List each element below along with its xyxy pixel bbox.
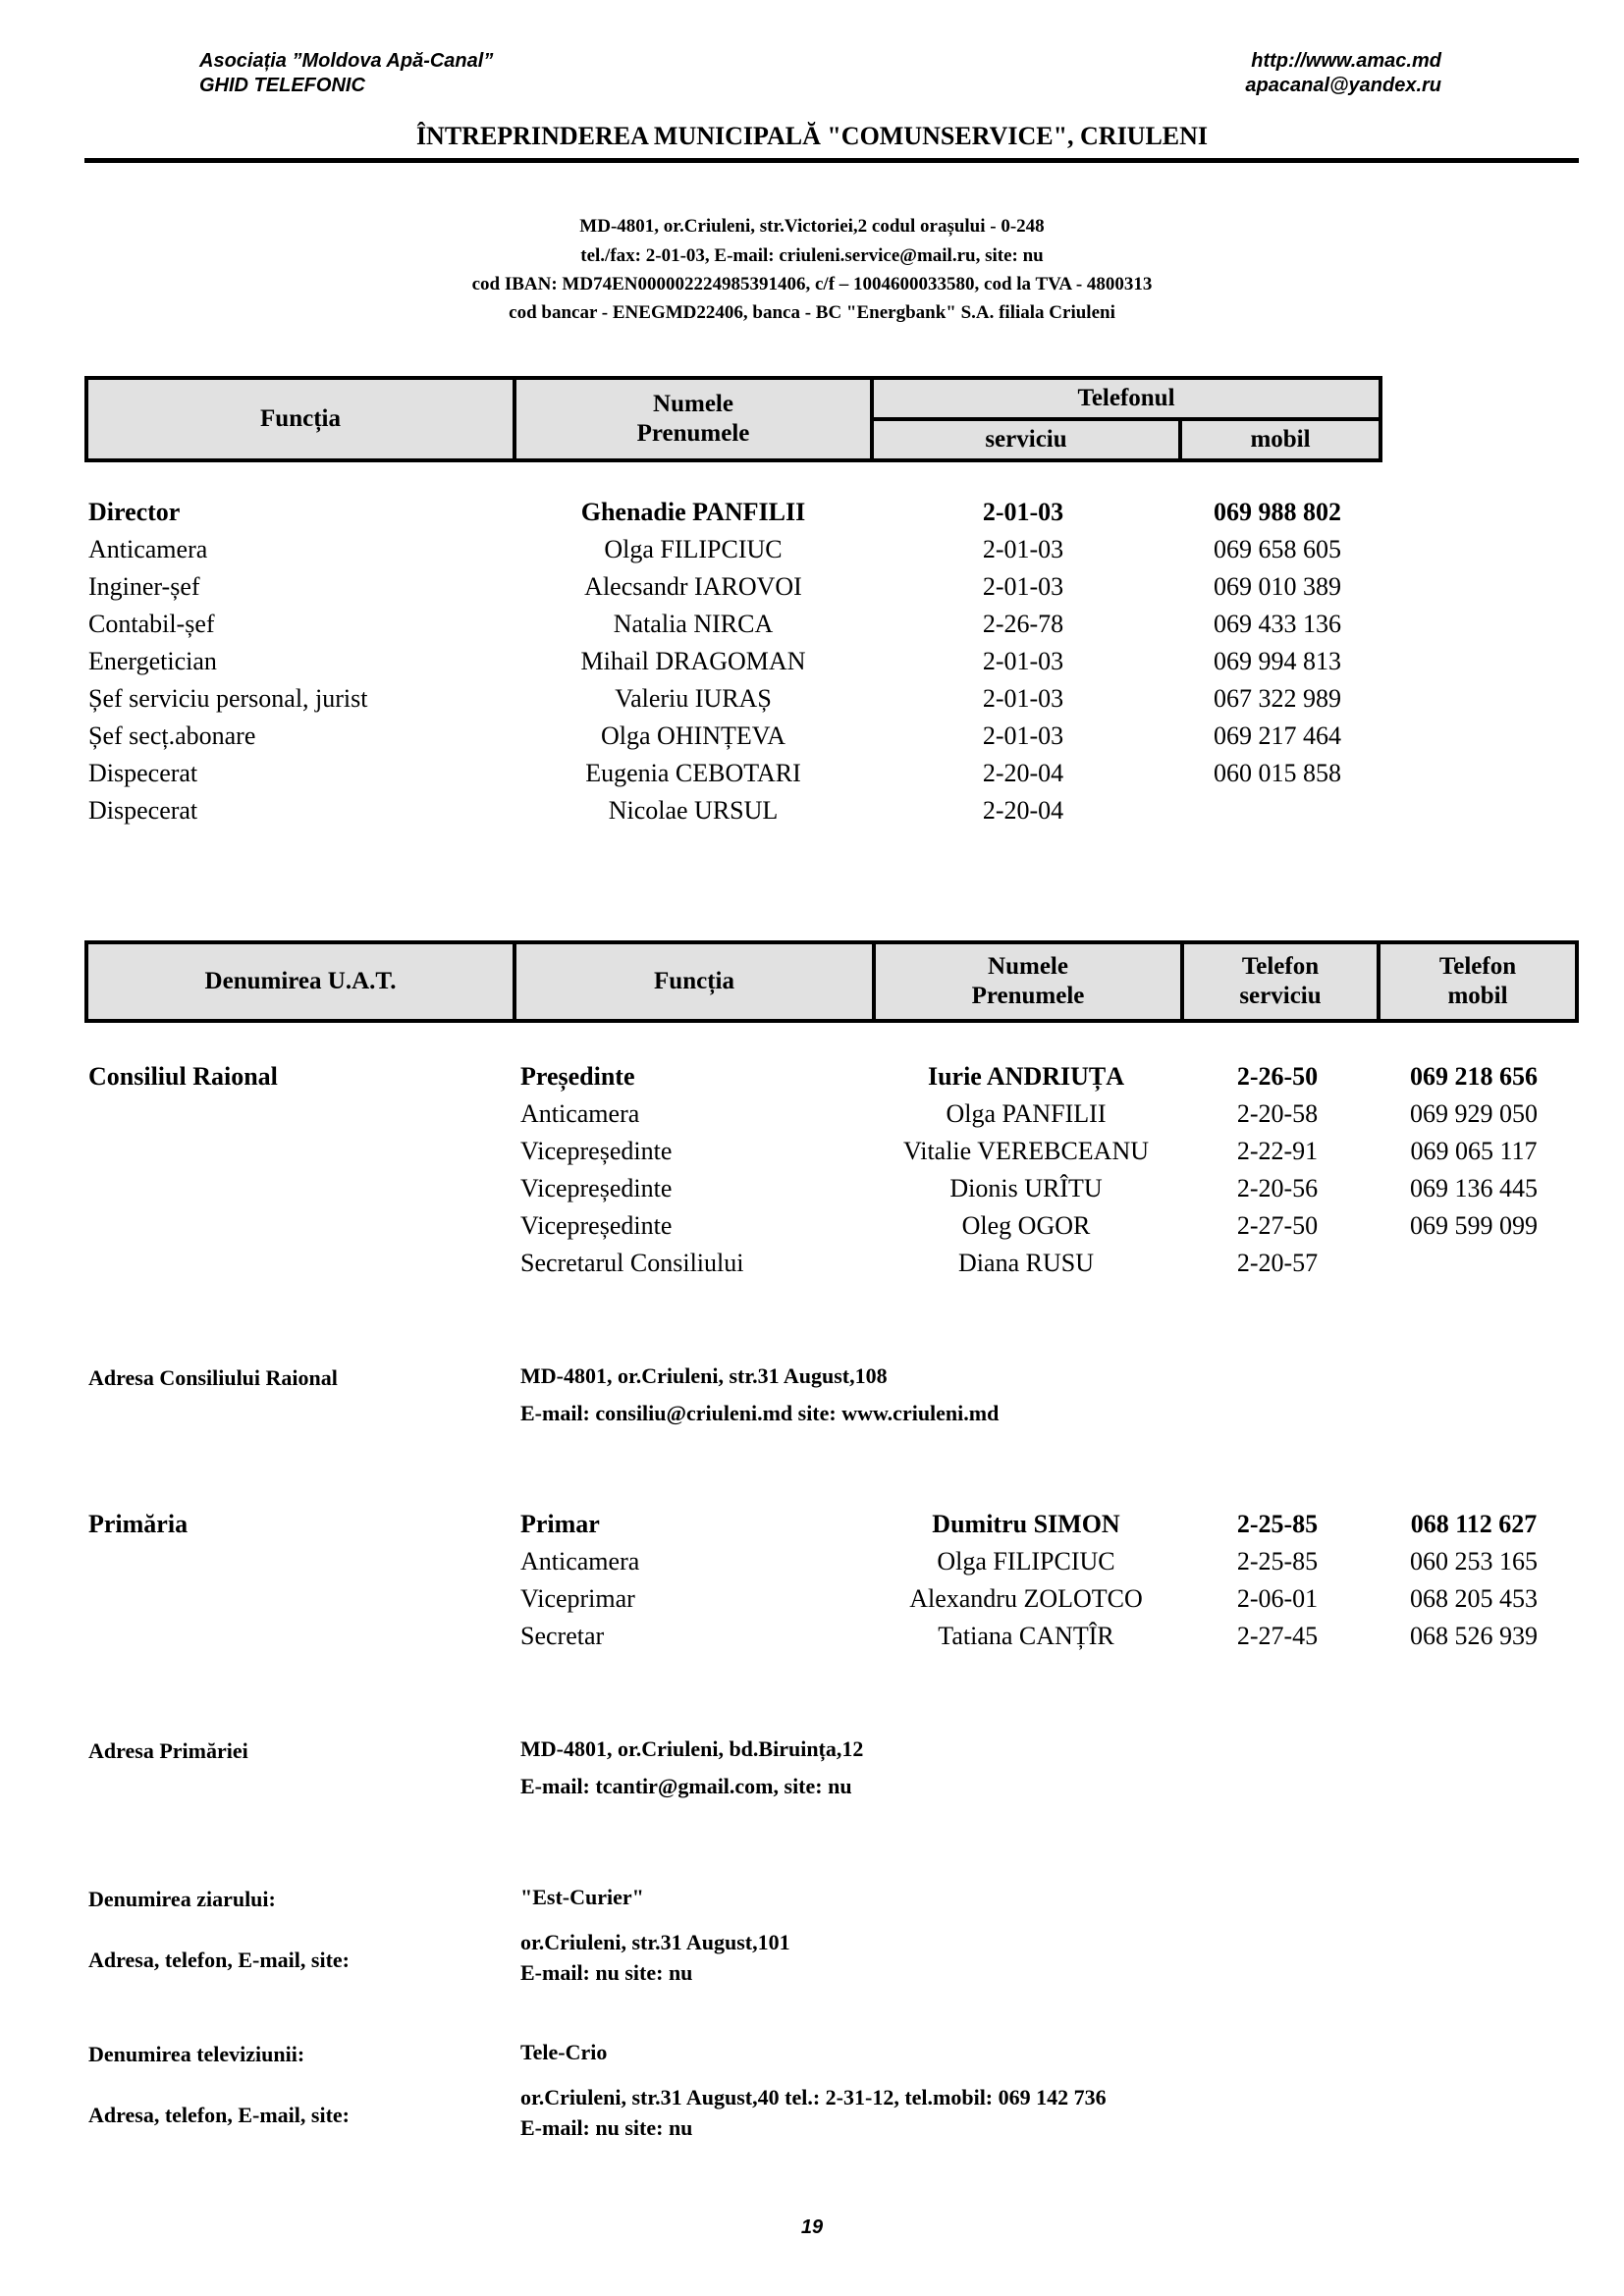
table-row <box>0 1211 1624 1249</box>
title-divider <box>84 158 1579 163</box>
ziar-name: "Est-Curier" <box>520 1885 644 1909</box>
tv-name: Tele-Crio <box>520 2040 608 2064</box>
ziar-label: Denumirea ziarului: <box>88 1887 276 1911</box>
cell-functia: Viceprimar <box>520 1584 635 1613</box>
cell-serviciu: 2-26-78 <box>982 610 1064 638</box>
ziar-contact: E-mail: nu site: nu <box>520 1960 693 1985</box>
th-telefon: Telefon <box>1438 953 1517 980</box>
cell-functia: Secretarul Consiliului <box>520 1249 744 1277</box>
table-row <box>0 572 1624 610</box>
cell-functia: Energetician <box>88 647 217 675</box>
table-row <box>0 498 1624 535</box>
cell-nume: Olga FILIPCIUC <box>604 535 783 563</box>
cell-nume: Oleg OGOR <box>961 1211 1091 1240</box>
table-row <box>0 1174 1624 1211</box>
cell-serviciu: 2-20-57 <box>1236 1249 1319 1277</box>
tv-contact: E-mail: nu site: nu <box>520 2115 693 2140</box>
cell-mobil: 069 217 464 <box>1214 721 1341 750</box>
cell-functia: Director <box>88 498 181 526</box>
info-line-bank: cod bancar - ENEGMD22406, banca - BC "Energbank" S.A. filiala Criuleni <box>509 302 1115 323</box>
cell-serviciu: 2-26-50 <box>1236 1062 1319 1091</box>
cell-uat: Primăria <box>88 1510 189 1538</box>
th-numele-prenumele-uat <box>874 942 1182 1021</box>
header-email: apacanal@yandex.ru <box>1245 75 1441 96</box>
table-row <box>0 1622 1624 1659</box>
th-serviciu: serviciu <box>1239 983 1322 1009</box>
consiliu-address-label: Adresa Consiliului Raional <box>88 1365 338 1390</box>
header-website: http://www.amac.md <box>1251 50 1441 72</box>
table-row <box>0 1547 1624 1584</box>
cell-mobil: 060 253 165 <box>1410 1547 1538 1575</box>
cell-functia: Vicepreședinte <box>520 1137 673 1165</box>
cell-serviciu: 2-22-91 <box>1236 1137 1319 1165</box>
cell-mobil: 060 015 858 <box>1214 759 1341 787</box>
cell-functia: Contabil-șef <box>88 610 215 638</box>
table-row <box>0 1584 1624 1622</box>
cell-serviciu: 2-25-85 <box>1236 1510 1319 1538</box>
th-telefon-mobil <box>1379 942 1577 1021</box>
cell-nume: Vitalie VEREBCEANU <box>903 1137 1149 1165</box>
cell-mobil: 069 136 445 <box>1410 1174 1538 1202</box>
cell-serviciu: 2-20-04 <box>982 796 1064 825</box>
ziar-address: or.Criuleni, str.31 August,101 <box>520 1930 790 1954</box>
cell-mobil: 069 010 389 <box>1214 572 1341 601</box>
cell-nume: Olga PANFILII <box>946 1099 1107 1128</box>
table-row <box>0 647 1624 684</box>
info-line-contact: tel./fax: 2-01-03, E-mail: criuleni.service@mail.ru, site: nu <box>580 245 1044 266</box>
tv-address-label: Adresa, telefon, E-mail, site: <box>88 2103 350 2127</box>
cell-serviciu: 2-01-03 <box>982 684 1064 713</box>
cell-nume: Tatiana CANȚÎR <box>938 1622 1114 1650</box>
th-prenumele: Prenumele <box>971 983 1085 1009</box>
cell-nume: Mihail DRAGOMAN <box>580 647 806 675</box>
cell-serviciu: 2-27-50 <box>1236 1211 1319 1240</box>
cell-mobil: 069 929 050 <box>1410 1099 1538 1128</box>
cell-functia: Anticamera <box>88 535 208 563</box>
cell-serviciu: 2-25-85 <box>1236 1547 1319 1575</box>
consiliu-contact: E-mail: consiliu@criuleni.md site: www.criuleni.md <box>520 1401 1000 1425</box>
cell-serviciu: 2-01-03 <box>982 572 1064 601</box>
cell-mobil: 069 218 656 <box>1410 1062 1538 1091</box>
cell-mobil: 069 599 099 <box>1410 1211 1538 1240</box>
cell-functia: Dispecerat <box>88 759 198 787</box>
cell-nume: Ghenadie PANFILII <box>580 498 806 526</box>
table-row <box>0 721 1624 759</box>
table-row <box>0 535 1624 572</box>
cell-functia: Anticamera <box>520 1547 640 1575</box>
cell-mobil: 069 994 813 <box>1214 647 1341 675</box>
cell-nume: Olga FILIPCIUC <box>937 1547 1115 1575</box>
cell-nume: Olga OHINȚEVA <box>601 721 785 750</box>
page-title: ÎNTREPRINDEREA MUNICIPALĂ "COMUNSERVICE", CRIULENI <box>415 122 1209 150</box>
cell-nume: Dionis URÎTU <box>949 1174 1103 1202</box>
cell-serviciu: 2-01-03 <box>982 647 1064 675</box>
table-row <box>0 1249 1624 1286</box>
cell-serviciu: 2-20-56 <box>1236 1174 1319 1202</box>
cell-serviciu: 2-01-03 <box>982 535 1064 563</box>
table-row <box>0 796 1624 833</box>
cell-serviciu: 2-20-58 <box>1236 1099 1319 1128</box>
primaria-address: MD-4801, or.Criuleni, bd.Biruința,12 <box>520 1736 864 1761</box>
cell-functia: Șef secț.abonare <box>88 721 256 750</box>
th-numele: Numele <box>988 953 1068 980</box>
cell-nume: Nicolae URSUL <box>608 796 779 825</box>
cell-functia: Vicepreședinte <box>520 1174 673 1202</box>
cell-nume: Dumitru SIMON <box>932 1510 1120 1538</box>
cell-uat: Consiliul Raional <box>88 1062 278 1091</box>
cell-functia: Secretar <box>520 1622 605 1650</box>
cell-mobil: 068 112 627 <box>1410 1510 1538 1538</box>
page-number: 19 <box>800 2216 824 2238</box>
th-prenumele: Prenumele <box>636 420 750 447</box>
table-row <box>0 1062 1624 1099</box>
table2-header <box>84 940 1579 1023</box>
tv-label: Denumirea televiziunii: <box>88 2042 305 2066</box>
cell-nume: Alecsandr IAROVOI <box>584 572 802 601</box>
th-telefon-serviciu <box>1182 942 1379 1021</box>
cell-mobil: 068 526 939 <box>1410 1622 1538 1650</box>
cell-mobil: 069 988 802 <box>1214 498 1341 526</box>
table-row <box>0 1137 1624 1174</box>
cell-functia: Primar <box>520 1510 600 1538</box>
cell-nume: Diana RUSU <box>958 1249 1094 1277</box>
cell-mobil: 069 433 136 <box>1214 610 1341 638</box>
table-row <box>0 759 1624 796</box>
info-line-address: MD-4801, or.Criuleni, str.Victoriei,2 codul orașului - 0-248 <box>579 216 1045 237</box>
cell-nume: Eugenia CEBOTARI <box>585 759 801 787</box>
cell-serviciu: 2-06-01 <box>1236 1584 1319 1613</box>
th-mobil: mobil <box>1447 983 1508 1009</box>
cell-serviciu: 2-01-03 <box>982 498 1064 526</box>
th-numele: Numele <box>653 391 733 417</box>
cell-mobil: 069 065 117 <box>1410 1137 1538 1165</box>
cell-functia: Dispecerat <box>88 796 198 825</box>
association-name: Asociația ”Moldova Apă-Canal” <box>199 50 494 72</box>
cell-serviciu: 2-01-03 <box>982 721 1064 750</box>
table-row <box>0 684 1624 721</box>
table-row <box>0 1510 1624 1547</box>
info-line-iban: cod IBAN: MD74EN000002224985391406, c/f – 1004600033580, cod la TVA - 4800313 <box>471 274 1153 294</box>
cell-mobil: 067 322 989 <box>1214 684 1341 713</box>
th-numele-prenumele <box>514 378 872 460</box>
cell-functia: Vicepreședinte <box>520 1211 673 1240</box>
ziar-address-label: Adresa, telefon, E-mail, site: <box>88 1948 350 1972</box>
table-row <box>0 1099 1624 1137</box>
cell-functia: Președinte <box>520 1062 635 1091</box>
cell-functia: Inginer-șef <box>88 572 200 601</box>
th-telefonul: Telefonul <box>872 378 1380 419</box>
cell-nume: Alexandru ZOLOTCO <box>909 1584 1143 1613</box>
cell-mobil: 068 205 453 <box>1410 1584 1538 1613</box>
cell-serviciu: 2-27-45 <box>1236 1622 1319 1650</box>
primaria-contact: E-mail: tcantir@gmail.com, site: nu <box>520 1774 852 1798</box>
cell-mobil: 069 658 605 <box>1214 535 1341 563</box>
table-row <box>0 610 1624 647</box>
th-telefon: Telefon <box>1241 953 1320 980</box>
cell-nume: Valeriu IURAȘ <box>615 684 772 713</box>
cell-nume: Iurie ANDRIUȚA <box>927 1062 1125 1091</box>
th-serviciu: serviciu <box>872 419 1180 460</box>
cell-serviciu: 2-20-04 <box>982 759 1064 787</box>
tv-address: or.Criuleni, str.31 August,40 tel.: 2-31-12, tel.mobil: 069 142 736 <box>520 2085 1107 2109</box>
cell-functia: Anticamera <box>520 1099 640 1128</box>
th-functia: Funcția <box>86 378 514 460</box>
cell-nume: Natalia NIRCA <box>613 610 774 638</box>
primaria-address-label: Adresa Primăriei <box>88 1738 248 1763</box>
consiliu-address: MD-4801, or.Criuleni, str.31 August,108 <box>520 1363 888 1388</box>
guide-title: GHID TELEFONIC <box>199 75 365 96</box>
th-uat: Denumirea U.A.T. <box>86 942 514 1021</box>
table1-header <box>84 376 1382 462</box>
th-functia-uat: Funcția <box>514 942 874 1021</box>
th-mobil: mobil <box>1180 419 1380 460</box>
cell-functia: Șef serviciu personal, jurist <box>88 684 368 713</box>
